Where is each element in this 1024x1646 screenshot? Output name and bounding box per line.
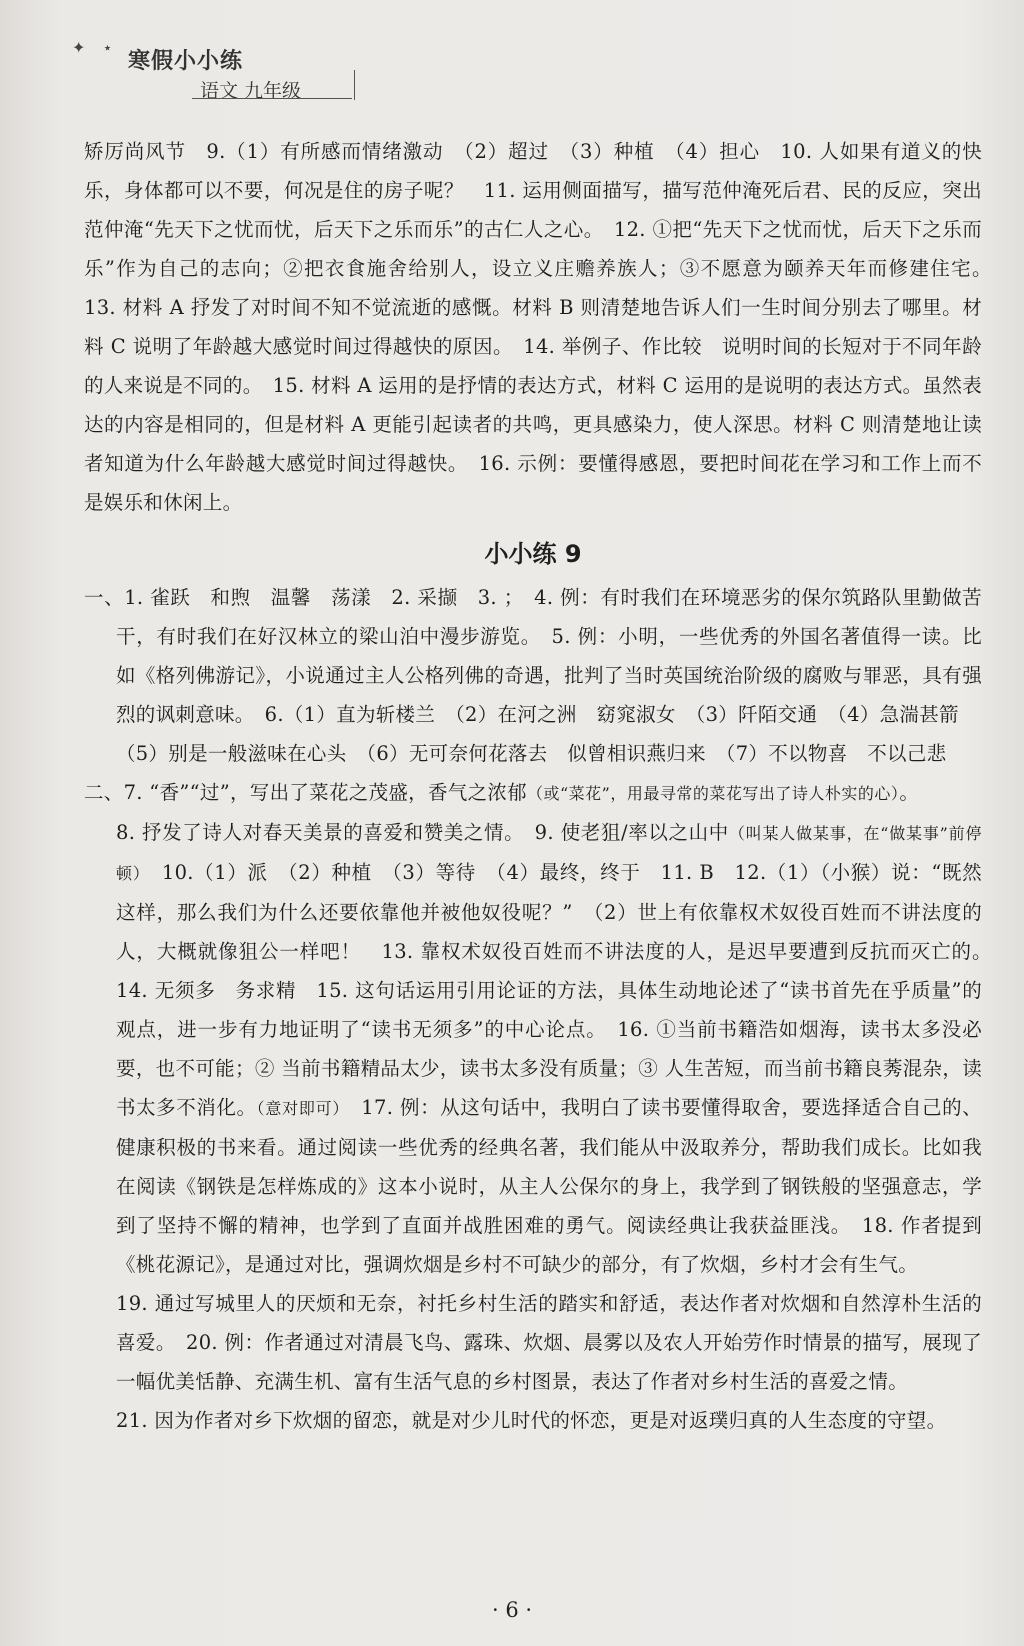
previous-answers-paragraph: 矫厉尚风节 9.（1）有所感而情绪激动 （2）超过 （3）种植 （4）担心 10. 人如果有道义的快乐，身体都可以不要，何况是住的房子呢？ 11. 运用侧面描写，描写范仲淹死后君、民的反应，突出范仲淹“先天下之忧而忧，后天下之乐而乐”的古仁人之心。 12. ①把“先天下之忧而忧，后天下之乐而乐”作为自己的志向；②把衣食施舍给别人，设立义庄赡养族人；③不愿意为颐养天年而修建住宅。 13. 材料 A 抒发了对时间不知不觉流逝的感慨。材料 B 则清楚地告诉人们一生时间分别去了哪里。材料 C 说明了年龄越大感觉时间过得越快的原因。 14. 举例子、作比较 说明时间的长短对于不同年龄的人来说是不同的。 15. 材料 A 运用的是抒情的表达方式，材料 C 运用的是说明的表达方式。虽然表达的内容是相同的，但是材料 A 更能引起读者的共鸣，更具感染力，使人深思。材料 C 则清楚地让读者知道为什么年龄越大感觉时间过得越快。 16. 示例：要懂得感恩，要把时间花在学习和工作上而不是娱乐和休闲上。 (84, 140, 1002, 514)
q8-q9-answer: 8. 抒发了诗人对春天美景的喜爱和赞美之情。 9. 使老狙/率以之山中 (116, 821, 729, 844)
q17-q18-answer: 17. 例：从这句话中，我明白了读书要懂得取舍，要选择适合自己的、健康积极的书来看。通过阅读一些优秀的经典名著，我们能从中汲取养分，帮助我们成长。比如我在阅读《钢铁是怎样炼成的》这本小说时，从主人公保尔的身上，我学到了钢铁般的坚强意志，学到了坚持不懈的精神，也学到了直面并战胜困难的勇气。阅读经典让我获益匪浅。 18. 作者提到《桃花源记》，是通过对比，强调炊烟是乡村不可缺少的部分，有了炊烟，乡村才会有生气。 (116, 1096, 982, 1276)
q9-note: （叫某人做某事，在“做某事”前停顿） (116, 824, 982, 883)
q7-end: 。 (899, 781, 920, 804)
header-divider (354, 70, 355, 100)
part-two-question-7 (84, 773, 982, 813)
subject-grade: 语文 九年级 (200, 80, 302, 102)
q16-note: （意对即可） (256, 1099, 342, 1118)
page-header (72, 28, 362, 100)
header-underline (192, 98, 352, 99)
answer-content (84, 132, 1002, 1440)
q10-q16-answer: 10.（1）派 （2）种植 （3）等待 （4）最终，终于 11. B 12.（1）（小猴）说：“既然这样，那么我们为什么还要依靠他并被他奴役呢？” （2）世上有依靠权术奴役百姓而不讲法度的人，大概就像狙公一样吧！ 13. 靠权术奴役百姓而不讲法度的人，是迟早要遭到反抗而灭亡的。 14. 无须多 务求精 15. 这句话运用引用论证的方法，具体生动地论述了“读书首先在乎质量”的观点，进一步有力地证明了“读书无须多”的中心论点。 16. ①当前书籍浩如烟海，读书太多没必要，也不可能；② 当前书籍精品太少，读书太多没有质量；③ 人生苦短，而当前书籍良莠混杂，读书太多不消化。 (116, 861, 1002, 1119)
q7-answer: 二、7. “香”“过”，写出了菜花之茂盛，香气之浓郁 (84, 781, 527, 804)
section-title: 小小练 9 (484, 540, 582, 568)
q7-note: （或“菜花”，用最寻常的菜花写出了诗人朴实的心） (526, 784, 900, 803)
part-two-question-21: 21. 因为作者对乡下炊烟的留恋，就是对少儿时代的怀恋，更是对返璞归真的人生态度的守望。 (116, 1409, 947, 1432)
part-two-answers (84, 813, 1002, 1284)
part-one-continued: （5）别是一般滋味在心头 （6）无可奈何花落去 似曾相识燕归来 （7）不以物喜 不以己悲 (116, 742, 947, 765)
brand-title: 寒假小小练 (128, 48, 244, 74)
page-number: · 6 · (491, 1598, 533, 1622)
part-one-answers: 一、1. 雀跃 和煦 温馨 荡漾 2. 采撷 3. ； 4. 例：有时我们在环境恶劣的保尔筑路队里勤做苦干，有时我们在好汉林立的梁山泊中漫步游览。 5. 例：小明，一些优秀的外国名著值得一读。比如《格列佛游记》，小说通过主人公格列佛的奇遇，批判了当时英国统治阶级的腐败与罪恶，具有强烈的讽刺意味。 6.（1）直为斩楼兰 （2）在河之洲 窈窕淑女 （3）阡陌交通 （4）急湍甚箭 (84, 586, 982, 726)
star-decoration-icon: ✦ ⋆ (72, 38, 119, 57)
part-two-question-19-20: 19. 通过写城里人的厌烦和无奈，衬托乡村生活的踏实和舒适，表达作者对炊烟和自然淳朴生活的喜爱。 20. 例：作者通过对清晨飞鸟、露珠、炊烟、晨雾以及农人开始劳作时情景的描写，展现了一幅优美恬静、充满生机、富有生活气息的乡村图景，表达了作者对乡村生活的喜爱之情。 (116, 1292, 982, 1393)
